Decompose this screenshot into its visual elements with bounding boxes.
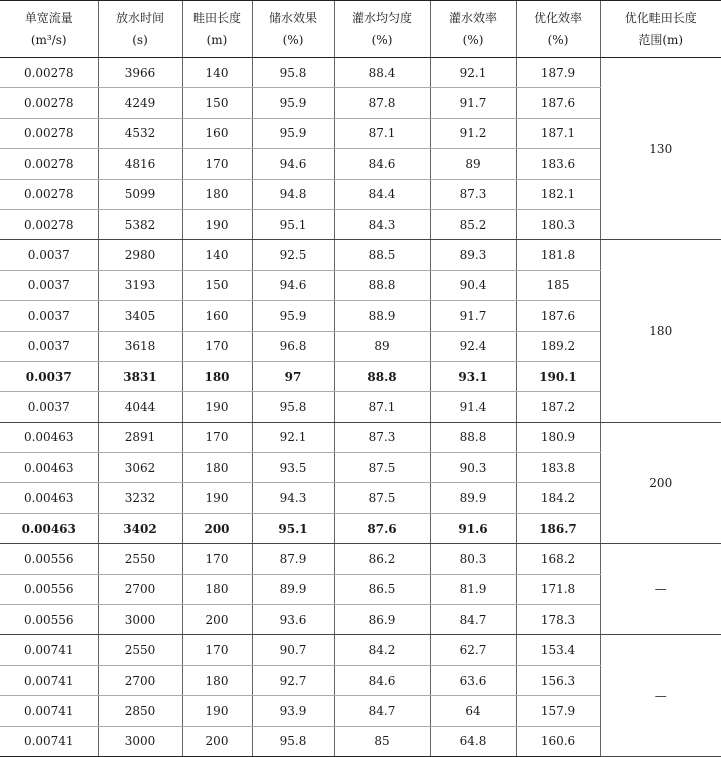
cell-optimal-length-range: 200 <box>600 422 721 544</box>
cell-uniformity: 84.7 <box>334 696 430 726</box>
cell-irrigation-efficiency: 91.6 <box>430 513 516 543</box>
cell-irrigation-efficiency: 87.3 <box>430 179 516 209</box>
cell-storage-efficiency: 95.9 <box>252 118 334 148</box>
cell-border-length: 180 <box>182 361 252 391</box>
cell-border-length: 150 <box>182 88 252 118</box>
cell-uniformity: 87.1 <box>334 392 430 422</box>
cell-border-length: 140 <box>182 58 252 88</box>
cell-release-time: 5099 <box>98 179 182 209</box>
cell-unit-flow: 0.00556 <box>0 574 98 604</box>
cell-optimization-efficiency: 160.6 <box>516 726 600 756</box>
cell-irrigation-efficiency: 84.7 <box>430 605 516 635</box>
cell-border-length: 180 <box>182 179 252 209</box>
cell-irrigation-efficiency: 80.3 <box>430 544 516 574</box>
cell-unit-flow: 0.00463 <box>0 453 98 483</box>
cell-optimization-efficiency: 153.4 <box>516 635 600 665</box>
cell-border-length: 150 <box>182 270 252 300</box>
cell-unit-flow: 0.00278 <box>0 58 98 88</box>
cell-optimal-length-range: 130 <box>600 58 721 240</box>
cell-unit-flow: 0.0037 <box>0 361 98 391</box>
cell-irrigation-efficiency: 89.9 <box>430 483 516 513</box>
cell-optimization-efficiency: 181.8 <box>516 240 600 270</box>
cell-border-length: 190 <box>182 696 252 726</box>
header-release-time: 放水时间 (s) <box>98 1 182 58</box>
cell-uniformity: 87.1 <box>334 118 430 148</box>
cell-optimization-efficiency: 187.1 <box>516 118 600 148</box>
cell-uniformity: 84.6 <box>334 665 430 695</box>
cell-optimization-efficiency: 157.9 <box>516 696 600 726</box>
header-border-length: 畦田长度 (m) <box>182 1 252 58</box>
cell-border-length: 170 <box>182 544 252 574</box>
cell-unit-flow: 0.00741 <box>0 635 98 665</box>
header-unit-flow: 单宽流量 (m³/s) <box>0 1 98 58</box>
cell-irrigation-efficiency: 91.4 <box>430 392 516 422</box>
cell-unit-flow: 0.0037 <box>0 301 98 331</box>
cell-unit-flow: 0.00741 <box>0 726 98 756</box>
cell-storage-efficiency: 94.8 <box>252 179 334 209</box>
cell-uniformity: 84.4 <box>334 179 430 209</box>
cell-border-length: 190 <box>182 392 252 422</box>
cell-irrigation-efficiency: 89 <box>430 149 516 179</box>
cell-storage-efficiency: 95.8 <box>252 726 334 756</box>
cell-irrigation-efficiency: 91.2 <box>430 118 516 148</box>
cell-storage-efficiency: 93.6 <box>252 605 334 635</box>
cell-uniformity: 86.2 <box>334 544 430 574</box>
cell-border-length: 160 <box>182 301 252 331</box>
cell-unit-flow: 0.00741 <box>0 696 98 726</box>
cell-release-time: 3966 <box>98 58 182 88</box>
cell-optimization-efficiency: 168.2 <box>516 544 600 574</box>
cell-storage-efficiency: 96.8 <box>252 331 334 361</box>
cell-release-time: 3062 <box>98 453 182 483</box>
cell-storage-efficiency: 95.9 <box>252 88 334 118</box>
cell-uniformity: 89 <box>334 331 430 361</box>
cell-border-length: 170 <box>182 635 252 665</box>
cell-unit-flow: 0.0037 <box>0 240 98 270</box>
cell-optimal-length-range: — <box>600 544 721 635</box>
cell-irrigation-efficiency: 88.8 <box>430 422 516 452</box>
cell-storage-efficiency: 95.1 <box>252 513 334 543</box>
header-irrigation-efficiency: 灌水效率 (%) <box>430 1 516 58</box>
cell-release-time: 2850 <box>98 696 182 726</box>
table-header <box>0 1 721 58</box>
cell-border-length: 180 <box>182 665 252 695</box>
cell-border-length: 170 <box>182 331 252 361</box>
cell-optimization-efficiency: 156.3 <box>516 665 600 695</box>
table-body <box>0 58 721 757</box>
cell-irrigation-efficiency: 89.3 <box>430 240 516 270</box>
cell-storage-efficiency: 94.6 <box>252 270 334 300</box>
cell-optimization-efficiency: 171.8 <box>516 574 600 604</box>
cell-irrigation-efficiency: 64 <box>430 696 516 726</box>
cell-irrigation-efficiency: 93.1 <box>430 361 516 391</box>
cell-storage-efficiency: 87.9 <box>252 544 334 574</box>
cell-irrigation-efficiency: 85.2 <box>430 209 516 239</box>
cell-storage-efficiency: 97 <box>252 361 334 391</box>
cell-optimization-efficiency: 190.1 <box>516 361 600 391</box>
cell-release-time: 2980 <box>98 240 182 270</box>
cell-storage-efficiency: 89.9 <box>252 574 334 604</box>
cell-unit-flow: 0.0037 <box>0 331 98 361</box>
cell-storage-efficiency: 95.8 <box>252 392 334 422</box>
cell-uniformity: 88.5 <box>334 240 430 270</box>
cell-irrigation-efficiency: 92.4 <box>430 331 516 361</box>
cell-storage-efficiency: 94.3 <box>252 483 334 513</box>
cell-release-time: 3831 <box>98 361 182 391</box>
cell-uniformity: 87.5 <box>334 453 430 483</box>
cell-uniformity: 87.5 <box>334 483 430 513</box>
cell-border-length: 140 <box>182 240 252 270</box>
cell-release-time: 2700 <box>98 574 182 604</box>
cell-unit-flow: 0.00556 <box>0 544 98 574</box>
cell-uniformity: 88.8 <box>334 361 430 391</box>
cell-optimization-efficiency: 187.2 <box>516 392 600 422</box>
cell-storage-efficiency: 92.7 <box>252 665 334 695</box>
cell-unit-flow: 0.00278 <box>0 149 98 179</box>
cell-uniformity: 86.5 <box>334 574 430 604</box>
cell-uniformity: 84.3 <box>334 209 430 239</box>
cell-border-length: 170 <box>182 149 252 179</box>
cell-uniformity: 85 <box>334 726 430 756</box>
cell-irrigation-efficiency: 91.7 <box>430 88 516 118</box>
cell-optimization-efficiency: 180.9 <box>516 422 600 452</box>
cell-optimization-efficiency: 180.3 <box>516 209 600 239</box>
cell-optimization-efficiency: 182.1 <box>516 179 600 209</box>
cell-release-time: 4532 <box>98 118 182 148</box>
cell-uniformity: 88.9 <box>334 301 430 331</box>
header-storage-efficiency: 储水效果 (%) <box>252 1 334 58</box>
cell-unit-flow: 0.00556 <box>0 605 98 635</box>
cell-unit-flow: 0.00278 <box>0 179 98 209</box>
cell-optimization-efficiency: 185 <box>516 270 600 300</box>
cell-unit-flow: 0.00278 <box>0 209 98 239</box>
cell-uniformity: 84.6 <box>334 149 430 179</box>
cell-storage-efficiency: 95.1 <box>252 209 334 239</box>
cell-unit-flow: 0.00741 <box>0 665 98 695</box>
table-row <box>0 240 721 270</box>
cell-storage-efficiency: 93.9 <box>252 696 334 726</box>
cell-uniformity: 87.8 <box>334 88 430 118</box>
cell-optimization-efficiency: 183.8 <box>516 453 600 483</box>
cell-release-time: 3618 <box>98 331 182 361</box>
cell-uniformity: 88.4 <box>334 58 430 88</box>
cell-release-time: 3193 <box>98 270 182 300</box>
header-row <box>0 1 721 58</box>
cell-release-time: 3405 <box>98 301 182 331</box>
cell-irrigation-efficiency: 90.3 <box>430 453 516 483</box>
cell-border-length: 200 <box>182 605 252 635</box>
cell-release-time: 2891 <box>98 422 182 452</box>
cell-irrigation-efficiency: 92.1 <box>430 58 516 88</box>
cell-optimization-efficiency: 183.6 <box>516 149 600 179</box>
cell-release-time: 2550 <box>98 635 182 665</box>
cell-irrigation-efficiency: 81.9 <box>430 574 516 604</box>
cell-optimization-efficiency: 187.9 <box>516 58 600 88</box>
cell-border-length: 180 <box>182 574 252 604</box>
cell-irrigation-efficiency: 90.4 <box>430 270 516 300</box>
cell-optimization-efficiency: 186.7 <box>516 513 600 543</box>
cell-optimization-efficiency: 187.6 <box>516 88 600 118</box>
cell-irrigation-efficiency: 63.6 <box>430 665 516 695</box>
cell-optimal-length-range: 180 <box>600 240 721 422</box>
cell-uniformity: 84.2 <box>334 635 430 665</box>
cell-optimal-length-range: — <box>600 635 721 757</box>
cell-border-length: 200 <box>182 726 252 756</box>
cell-storage-efficiency: 95.9 <box>252 301 334 331</box>
table-row <box>0 58 721 88</box>
cell-border-length: 160 <box>182 118 252 148</box>
cell-release-time: 4249 <box>98 88 182 118</box>
header-optimal-length-range: 优化畦田长度 范围(m) <box>600 1 721 58</box>
cell-storage-efficiency: 95.8 <box>252 58 334 88</box>
cell-unit-flow: 0.00463 <box>0 483 98 513</box>
table-row <box>0 422 721 452</box>
cell-optimization-efficiency: 178.3 <box>516 605 600 635</box>
cell-uniformity: 87.6 <box>334 513 430 543</box>
cell-storage-efficiency: 92.1 <box>252 422 334 452</box>
cell-border-length: 170 <box>182 422 252 452</box>
cell-unit-flow: 0.0037 <box>0 392 98 422</box>
cell-release-time: 4044 <box>98 392 182 422</box>
cell-release-time: 3000 <box>98 726 182 756</box>
cell-unit-flow: 0.00463 <box>0 422 98 452</box>
cell-storage-efficiency: 90.7 <box>252 635 334 665</box>
cell-release-time: 2700 <box>98 665 182 695</box>
cell-irrigation-efficiency: 62.7 <box>430 635 516 665</box>
table-row <box>0 635 721 665</box>
cell-irrigation-efficiency: 91.7 <box>430 301 516 331</box>
header-optimization-efficiency: 优化效率 (%) <box>516 1 600 58</box>
cell-unit-flow: 0.00278 <box>0 88 98 118</box>
cell-uniformity: 87.3 <box>334 422 430 452</box>
cell-release-time: 3232 <box>98 483 182 513</box>
header-uniformity: 灌水均匀度 (%) <box>334 1 430 58</box>
cell-irrigation-efficiency: 64.8 <box>430 726 516 756</box>
cell-optimization-efficiency: 187.6 <box>516 301 600 331</box>
cell-storage-efficiency: 94.6 <box>252 149 334 179</box>
cell-border-length: 180 <box>182 453 252 483</box>
cell-unit-flow: 0.00463 <box>0 513 98 543</box>
cell-optimization-efficiency: 184.2 <box>516 483 600 513</box>
cell-storage-efficiency: 92.5 <box>252 240 334 270</box>
cell-release-time: 3000 <box>98 605 182 635</box>
cell-release-time: 4816 <box>98 149 182 179</box>
cell-border-length: 190 <box>182 209 252 239</box>
cell-release-time: 3402 <box>98 513 182 543</box>
cell-storage-efficiency: 93.5 <box>252 453 334 483</box>
cell-optimization-efficiency: 189.2 <box>516 331 600 361</box>
cell-unit-flow: 0.0037 <box>0 270 98 300</box>
cell-uniformity: 88.8 <box>334 270 430 300</box>
cell-release-time: 2550 <box>98 544 182 574</box>
cell-border-length: 190 <box>182 483 252 513</box>
cell-unit-flow: 0.00278 <box>0 118 98 148</box>
cell-border-length: 200 <box>182 513 252 543</box>
table-row <box>0 544 721 574</box>
cell-uniformity: 86.9 <box>334 605 430 635</box>
cell-release-time: 5382 <box>98 209 182 239</box>
